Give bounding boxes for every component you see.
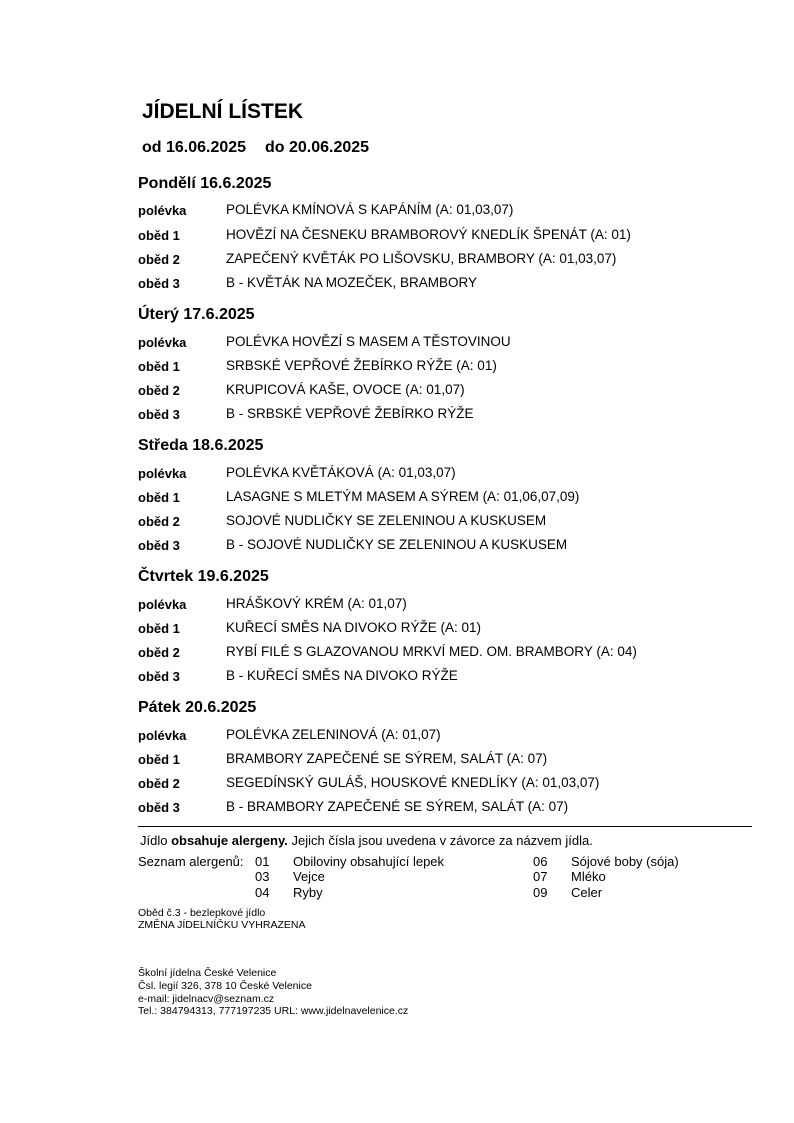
allergen-code: 07 (533, 869, 548, 884)
meal-dish: ZAPEČENÝ KVĚTÁK PO LIŠOVSKU, BRAMBORY (A: 01,03,07) (226, 251, 617, 266)
meal-label: polévka (138, 597, 187, 612)
allergen-name: Ryby (293, 885, 323, 900)
meal-dish: HOVĚZÍ NA ČESNEKU BRAMBOROVÝ KNEDLÍK ŠPENÁT (A: 01) (226, 227, 631, 242)
meal-dish: B - KUŘECÍ SMĚS NA DIVOKO RÝŽE (226, 668, 458, 683)
meal-label: oběd 3 (138, 407, 180, 422)
meal-label: oběd 3 (138, 669, 180, 684)
day-heading: Středa 18.6.2025 (138, 437, 264, 454)
meal-dish: B - KVĚTÁK NA MOZEČEK, BRAMBORY (226, 275, 478, 290)
footer-line: Tel.: 384794313, 777197235 URL: www.jidelnavelenice.cz (138, 1005, 409, 1017)
meal-dish: KRUPICOVÁ KAŠE, OVOCE (A: 01,07) (226, 382, 465, 397)
meal-label: oběd 3 (138, 538, 180, 553)
meal-dish: POLÉVKA KVĚTÁKOVÁ (A: 01,03,07) (226, 465, 456, 480)
date-to: do 20.06.2025 (265, 139, 370, 156)
meal-dish: HRÁŠKOVÝ KRÉM (A: 01,07) (226, 596, 407, 611)
note-line: ZMĚNA JÍDELNÍČKU VYHRAZENA (138, 919, 306, 931)
allergen-code: 04 (255, 885, 270, 900)
allergen-code: 01 (255, 854, 270, 869)
meal-dish: SRBSKÉ VEPŘOVÉ ŽEBÍRKO RÝŽE (A: 01) (226, 358, 497, 373)
meal-dish: POLÉVKA KMÍNOVÁ S KAPÁNÍM (A: 01,03,07) (226, 202, 514, 217)
footer-line: Čsl. legií 326, 378 10 České Velenice (138, 980, 312, 992)
allergen-note-pre: Jídlo (140, 833, 172, 848)
allergen-name: Vejce (293, 869, 325, 884)
meal-dish: B - BRAMBORY ZAPEČENÉ SE SÝREM, SALÁT (A: 07) (226, 799, 569, 814)
meal-label: oběd 1 (138, 490, 180, 505)
allergen-code: 03 (255, 869, 270, 884)
meal-label: polévka (138, 466, 187, 481)
allergen-code: 09 (533, 885, 548, 900)
meal-dish: SOJOVÉ NUDLIČKY SE ZELENINOU A KUSKUSEM (226, 513, 547, 528)
page-title: JÍDELNÍ LÍSTEK (142, 100, 304, 123)
footer-line: Školní jídelna České Velenice (138, 967, 277, 979)
allergen-name: Sójové boby (sója) (571, 854, 679, 869)
meal-label: oběd 2 (138, 776, 180, 791)
meal-dish: B - SRBSKÉ VEPŘOVÉ ŽEBÍRKO RÝŽE (226, 406, 474, 421)
meal-dish: RYBÍ FILÉ S GLAZOVANOU MRKVÍ MED. OM. BRAMBORY (A: 04) (226, 644, 637, 659)
meal-label: oběd 1 (138, 752, 180, 767)
meal-label: oběd 1 (138, 359, 180, 374)
meal-label: oběd 1 (138, 228, 180, 243)
meal-label: polévka (138, 728, 187, 743)
allergen-note-bold: obsahuje alergeny. (171, 833, 288, 848)
note-line: Oběd č.3 - bezlepkové jídlo (138, 907, 266, 919)
meal-label: oběd 2 (138, 383, 180, 398)
day-heading: Úterý 17.6.2025 (138, 306, 255, 323)
meal-dish: POLÉVKA HOVĚZÍ S MASEM A TĚSTOVINOU (226, 334, 511, 349)
day-heading: Čtvrtek 19.6.2025 (138, 568, 269, 585)
meal-label: oběd 3 (138, 800, 180, 815)
meal-label: oběd 2 (138, 514, 180, 529)
allergen-list-label: Seznam alergenů: (138, 854, 244, 869)
allergen-name: Obiloviny obsahující lepek (293, 854, 445, 869)
meal-dish: BRAMBORY ZAPEČENÉ SE SÝREM, SALÁT (A: 07) (226, 751, 548, 766)
meal-label: oběd 1 (138, 621, 180, 636)
meal-label: oběd 2 (138, 252, 180, 267)
day-heading: Pondělí 16.6.2025 (138, 175, 272, 192)
date-from: od 16.06.2025 (142, 139, 247, 156)
meal-label: oběd 3 (138, 276, 180, 291)
day-heading: Pátek 20.6.2025 (138, 699, 257, 716)
meal-dish: SEGEDÍNSKÝ GULÁŠ, HOUSKOVÉ KNEDLÍKY (A: 01,03,07) (226, 775, 600, 790)
meal-label: oběd 2 (138, 645, 180, 660)
meal-dish: POLÉVKA ZELENINOVÁ (A: 01,07) (226, 727, 441, 742)
footer-email: e-mail: jidelnacv@seznam.cz (138, 993, 275, 1005)
allergen-name: Celer (571, 885, 603, 900)
divider (138, 826, 752, 827)
allergen-note-post: Jejich čísla jsou uvedena v závorce za názvem jídla. (287, 833, 593, 848)
allergen-name: Mléko (571, 869, 606, 884)
meal-label: polévka (138, 335, 187, 350)
meal-dish: KUŘECÍ SMĚS NA DIVOKO RÝŽE (A: 01) (226, 620, 482, 635)
allergen-note (140, 833, 593, 848)
meal-dish: B - SOJOVÉ NUDLIČKY SE ZELENINOU A KUSKUSEM (226, 537, 568, 552)
allergen-code: 06 (533, 854, 548, 869)
meal-dish: LASAGNE S MLETÝM MASEM A SÝREM (A: 01,06,07,09) (226, 489, 580, 504)
meal-label: polévka (138, 203, 187, 218)
